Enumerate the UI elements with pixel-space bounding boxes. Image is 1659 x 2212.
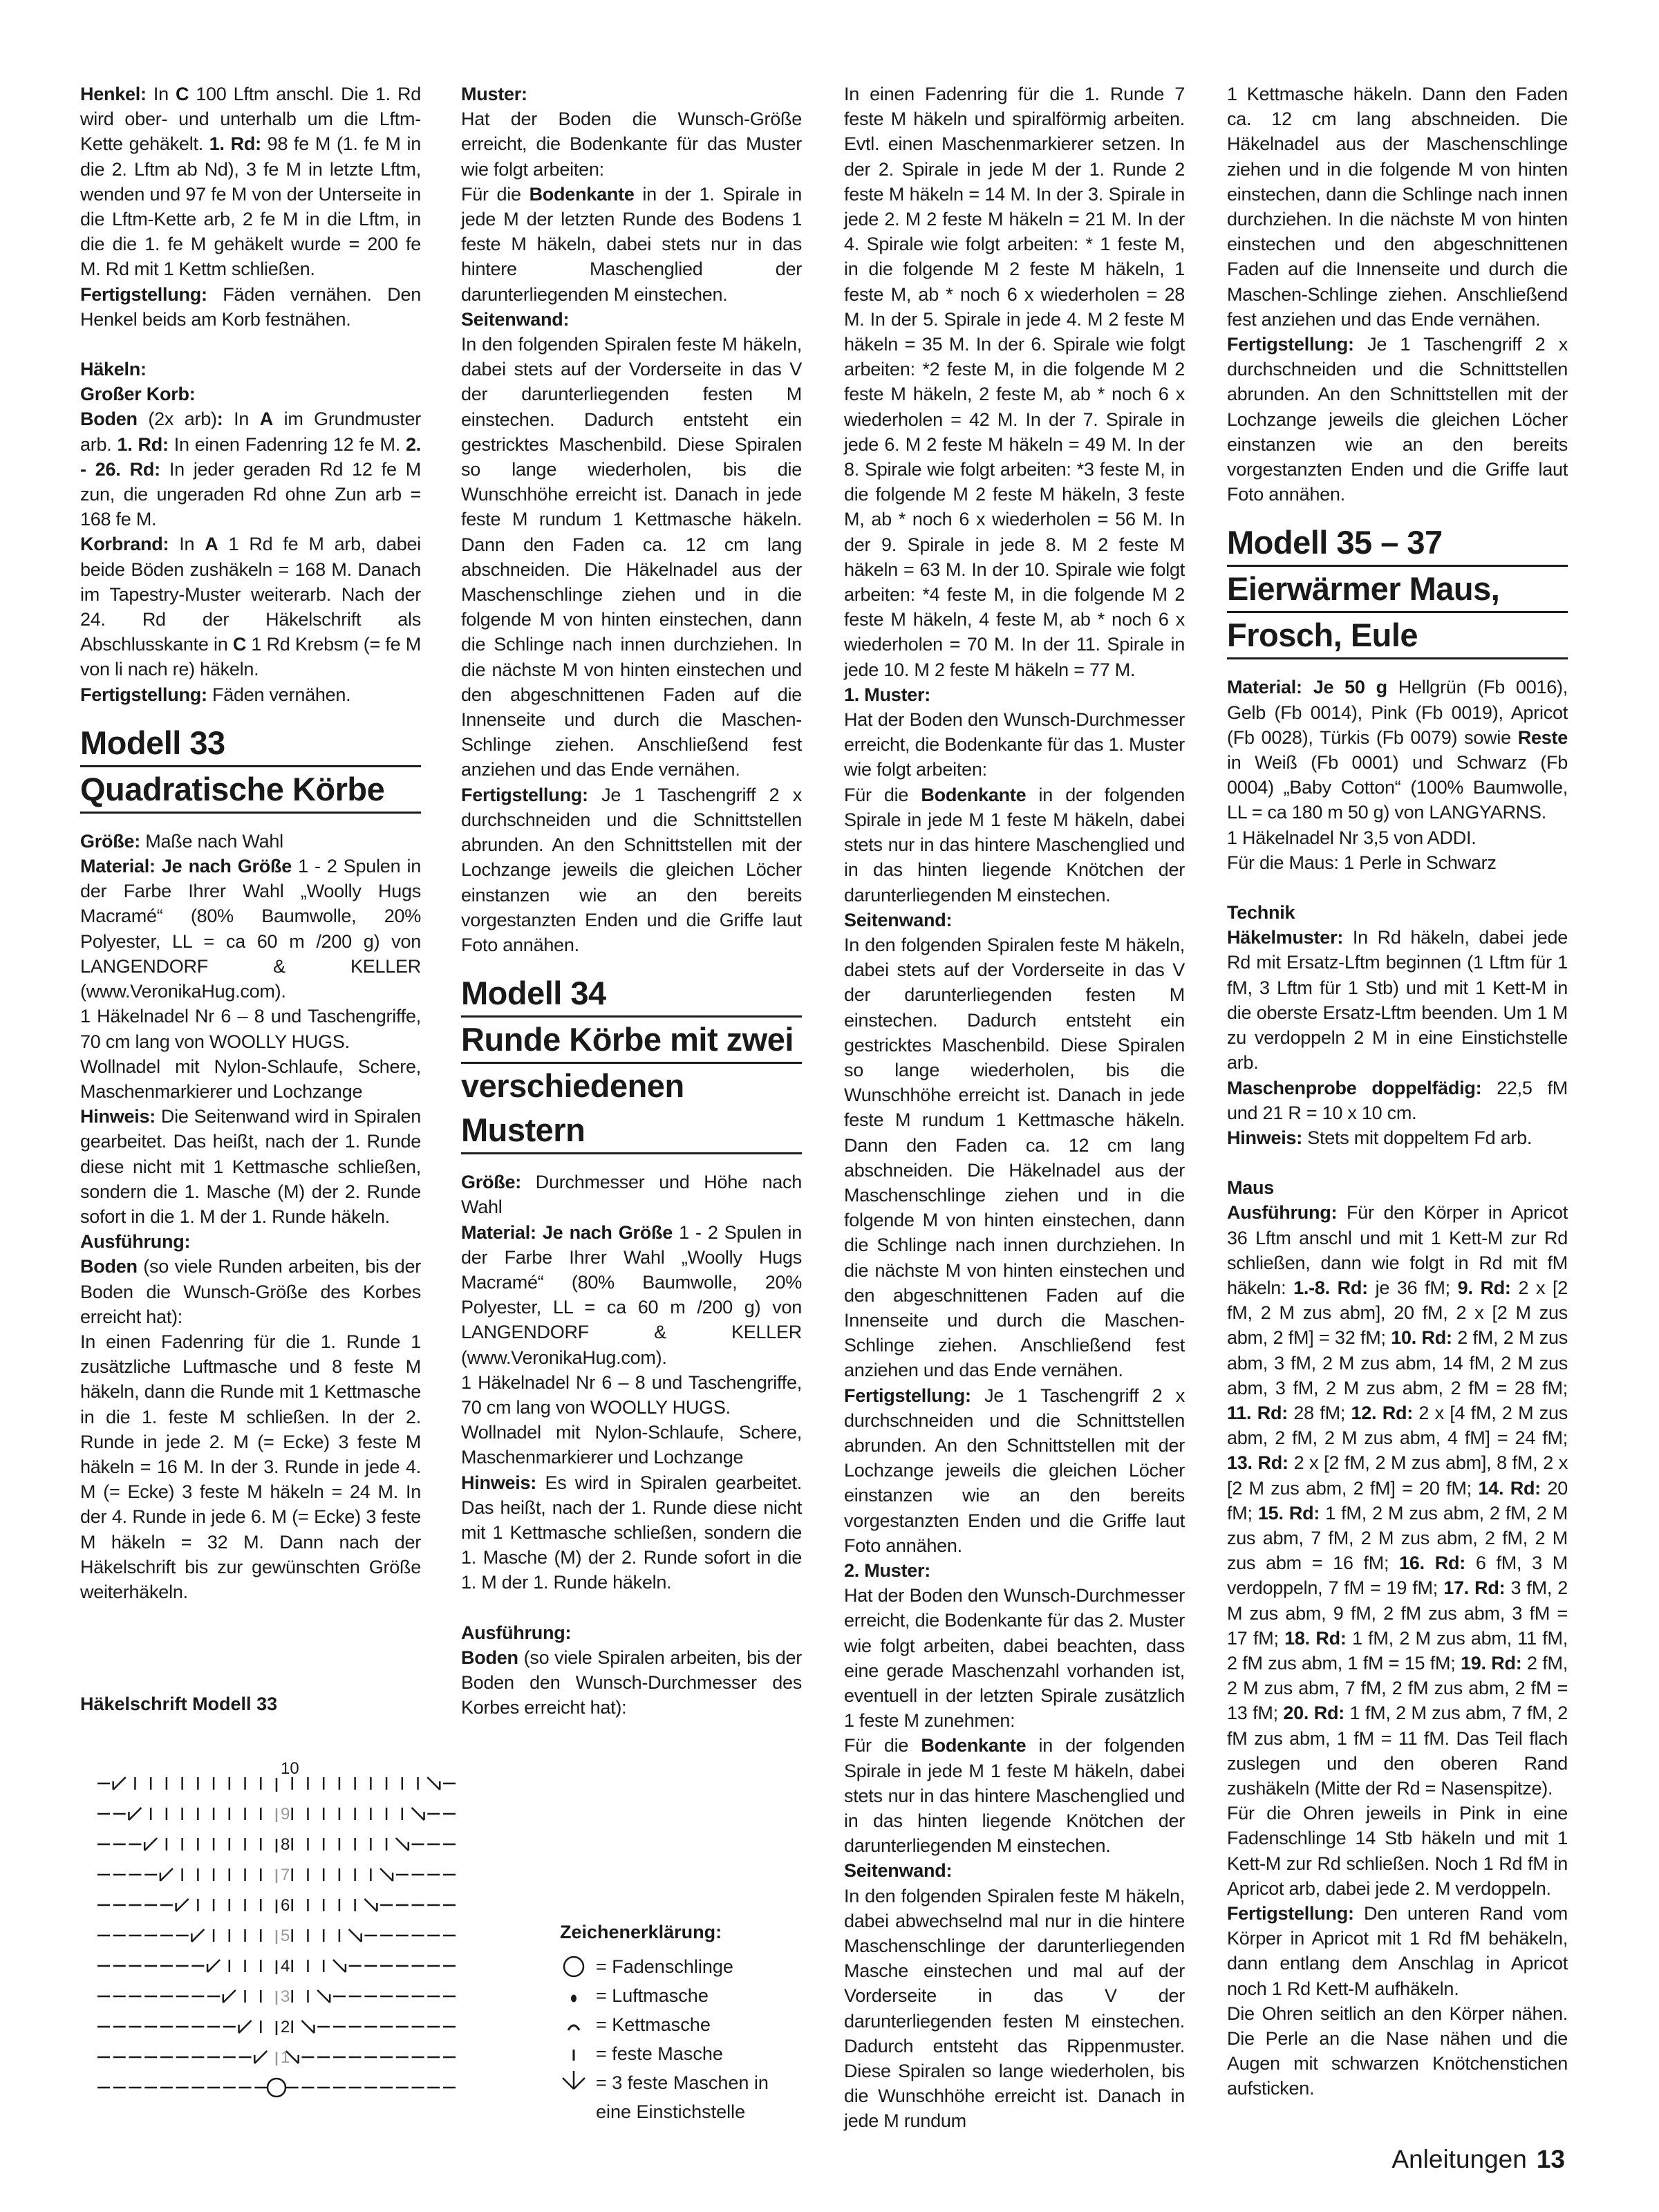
- section-heading-line: Modell 35 – 37: [1227, 521, 1568, 567]
- paragraph: Für die Ohren jeweils in Pink in eine Fadenschlinge 14 Stb häkeln und mit 1 Kett-M zur Rd schließen. Noch 1 Rd fM in Apricot arb, dabei jede 2. M verdoppeln.: [1227, 1803, 1568, 1899]
- section-heading-line: Frosch, Eule: [1227, 613, 1568, 659]
- increase-icon: [560, 2068, 596, 2093]
- chart-increase-mark: [254, 2051, 267, 2063]
- chart-row-number: 6: [281, 1896, 290, 1915]
- legend-label: = Luftmasche: [596, 1985, 709, 2006]
- paragraph: Hinweis: Es wird in Spiralen gearbeitet. Das heißt, nach der 1. Runde diese nicht mit 1 Kettmasche schließen, sondern die 1. Masche (M) der 2. Runde sofort in die 1. M der 1. Runde häkeln.: [461, 1472, 802, 1593]
- section-heading-line: Modell 34: [461, 971, 802, 1018]
- paragraph: Hinweis: Die Seitenwand wird in Spiralen gearbeitet. Das heißt, nach der 1. Runde diese nicht mit 1 Kettmasche schließen, sondern die 1. Masche (M) der 2. Runde sofort in die 1. M der 1. Runde häkeln.: [80, 1106, 421, 1227]
- chart-increase-mark: [396, 1838, 409, 1850]
- paragraph: In einen Fadenring für die 1. Runde 1 zusätzliche Luftmasche und 8 feste M häkeln, dann die Runde mit 1 Kettmasche in die 1. feste M schließen. In der 2. Runde in jede 2. M (= Ecke) 3 feste M häkeln = 16 M. In der 3. Runde in jede 4. M (= Ecke) 3 feste M häkeln = 24 M. In der 4. Runde in jede 6. M (= Ecke) 3 feste M häkeln = 32 M. Dann nach der Häkelschrift bis zur gewünschten Größe weiterhäkeln.: [80, 1331, 421, 1602]
- chart-increase-mark: [301, 2021, 314, 2033]
- legend-label: = Fadenschlinge: [596, 1956, 733, 1977]
- chart-row-number: 4: [281, 1957, 290, 1976]
- chart-increase-mark: [380, 1868, 393, 1881]
- circle-icon: [560, 1954, 596, 1979]
- section-heading-line: verschiedenen Mustern: [461, 1064, 802, 1154]
- paragraph: Hat der Boden den Wunsch-Durchmesser erreicht, die Bodenkante für das 1. Muster wie folgt arbeiten:: [844, 709, 1185, 780]
- paragraph: Maus: [1227, 1177, 1275, 1199]
- legend: [560, 1918, 796, 2126]
- chain-icon: [560, 1983, 596, 2008]
- chart-row-number: 1: [281, 2048, 290, 2067]
- paragraph: In einen Fadenring für die 1. Runde 7 feste M häkeln und spiralförmig arbeiten. Evtl. einen Maschenmarkierer setzen. In der 2. Spirale in jede M der 1. Runde 2 feste M häkeln = 14 M. In der 3. Spirale in jede 2. M 2 feste M häkeln = 21 M. In der 4. Spirale wie folgt arbeiten: * 1 feste M, in die folgende M 2 feste M häkeln, 1 feste M, ab * noch 6 x wiederholen = 28 M. In der 5. Spirale in jede 4. M 2 feste M häkeln = 35 M. In der 6. Spirale wie folgt arbeiten: *2 feste M, in die folgende M 2 feste M häkeln, 2 feste M, ab * noch 6 x wiederholen = 42 M. In der 7. Spirale in jede 6. M 2 feste M häkeln = 49 M. In der 8. Spirale wie folgt arbeiten: *3 feste M, in die folgende M 2 feste M häkeln, 3 feste M, ab * noch 6 x wiederholen = 56 M. In der 9. Spirale in jede 8. M 2 feste M häkeln = 63 M. In der 10. Spirale wie folgt arbeiten: *4 feste M, in die folgende M 2 feste M häkeln, 4 feste M, ab * noch 6 x wiederholen = 70 M. In der 11. Spirale in jede 10. M 2 feste M häkeln = 77 M.: [844, 84, 1185, 680]
- spacer: [461, 1595, 802, 1620]
- section-heading-line: Quadratische Körbe: [80, 767, 421, 814]
- diagram-title: Häkelschrift Modell 33: [80, 1694, 278, 1714]
- paragraph: Großer Korb:: [80, 384, 196, 405]
- chart-increase-mark: [364, 1899, 377, 1911]
- column-2: [461, 82, 802, 1720]
- paragraph: Material: Je 50 g Hellgrün (Fb 0016), Gelb (Fb 0014), Pink (Fb 0019), Apricot (Fb 0028), Türkis (Fb 0079) sowie Reste in Weiß (Fb 0001) und Schwarz (Fb 0004) „Baby Cotton“ (100% Baumwolle, LL = ca 180 m 50 g) von LANGYARNS.: [1227, 677, 1568, 823]
- chart-increase-mark: [129, 1808, 141, 1820]
- legend-item: [560, 2068, 796, 2126]
- paragraph: 1. Muster:: [844, 684, 931, 705]
- chart-row-number: 3: [281, 1987, 290, 2006]
- crochet-chart: [76, 1728, 484, 2136]
- chart-increase-mark: [191, 1929, 204, 1942]
- footer-section: Anleitungen: [1391, 2145, 1527, 2173]
- paragraph: Ausführung:: [461, 1622, 572, 1643]
- chart-increase-mark: [160, 1868, 173, 1881]
- paragraph: Seitenwand:: [844, 1860, 953, 1882]
- slip-stitch-icon: [560, 2012, 596, 2037]
- paragraph: Hat der Boden die Wunsch-Größe erreicht, die Bodenkante für das Muster wie folgt arbeiten:: [461, 109, 802, 180]
- legend-title: Zeichenerklärung:: [560, 1922, 722, 1942]
- paragraph: Korbrand: In A 1 Rd fe M arb, dabei beide Böden zushäkeln = 168 M. Danach im Tapestry-Muster weiterarb. Nach der 24. Rd der Häkelschrift als Abschlusskante in C 1 Rd Krebsm (= fe M von li nach re) häkeln.: [80, 534, 421, 680]
- chart-row-number: 2: [281, 2018, 290, 2036]
- page-footer: [1391, 2145, 1565, 2174]
- chart-increase-mark: [223, 1990, 236, 2003]
- spacer: [1227, 875, 1568, 900]
- paragraph: Für die Maus: 1 Perle in Schwarz: [1227, 852, 1497, 873]
- paragraph: Material: Je nach Größe 1 - 2 Spulen in der Farbe Ihrer Wahl „Woolly Hugs Macramé“ (80% Baumwolle, 20% Polyester, LL = ca 60 m /200 g) von LANGENDORF & KELLER (www.VeronikaHug.com).: [461, 1221, 802, 1368]
- paragraph: Technik: [1227, 902, 1295, 924]
- legend-item: [560, 2039, 796, 2068]
- paragraph: Wollnadel mit Nylon-Schlaufe, Schere, Maschenmarkierer und Lochzange: [461, 1422, 802, 1468]
- paragraph: Fertigstellung: Fäden vernähen.: [80, 684, 351, 705]
- paragraph: Für die Bodenkante in der 1. Spirale in jede M der letzten Runde des Bodens 1 feste M häkeln, dabei stets nur in das hintere Maschenglied der darunterliegenden M einstechen.: [461, 183, 803, 305]
- paragraph: 1 Häkelnadel Nr 3,5 von ADDI.: [1227, 827, 1477, 848]
- chart-increase-mark: [333, 1960, 346, 1972]
- section-heading: [461, 971, 802, 1154]
- paragraph: Boden (2x arb): In A im Grundmuster arb. 1. Rd: In einen Fadenring 12 fe M. 2. - 26. Rd: In jeder geraden Rd 12 fe M zun, die ungeraden Rd ohne Zun arb = 168 fe M.: [80, 409, 421, 530]
- chart-increase-mark: [113, 1777, 126, 1790]
- paragraph: Boden (so viele Runden arbeiten, bis der Boden die Wunsch-Größe des Korbes erreicht hat):: [80, 1256, 421, 1327]
- section-heading: [1227, 521, 1568, 659]
- legend-label: = 3 feste Maschen in eine Einstichstelle: [596, 2072, 769, 2122]
- paragraph: Häkeln:: [80, 359, 147, 380]
- chart-row-number: 5: [281, 1927, 290, 1945]
- chart-increase-mark: [207, 1960, 220, 1972]
- paragraph: 2. Muster:: [844, 1559, 931, 1581]
- section-heading: [80, 721, 421, 814]
- paragraph: Hat der Boden den Wunsch-Durchmesser erreicht, die Bodenkante für das 2. Muster wie folgt arbeiten, dabei beachten, dass eine gerade Maschenzahl vorhanden ist, eventuell in der letzten Spirale zusätzlich 1 feste M zunehmen:: [844, 1585, 1185, 1732]
- column-1: [80, 82, 421, 1604]
- paragraph: 1 Kettmasche häkeln. Dann den Faden ca. 12 cm lang abschneiden. Die Häkelnadel aus der Maschenschlinge ziehen und in die folgende M von hinten einstechen, dann die Schlinge nach innen durchziehen. In die nächste M von hinten einstechen und den abgeschnittenen Faden auf die Innenseite und durch die Maschen-Schlinge ziehen. Anschließend fest anziehen und das Ende vernähen.: [1227, 84, 1568, 330]
- section-heading-line: Eierwärmer Maus,: [1227, 567, 1568, 613]
- legend-label: = Kettmasche: [596, 2014, 711, 2035]
- spacer: [80, 332, 421, 357]
- paragraph: Fertigstellung: Je 1 Taschengriff 2 x durchschneiden und die Schnittstellen abrunden. An den Schnittstellen mit der Lochzange jeweils die gleichen Löcher einstanzen wie an den bereits vorgestanzten Enden und die Griffe laut Foto annähen.: [844, 1385, 1185, 1556]
- paragraph: Die Ohren seitlich an den Körper nähen. Die Perle an die Nase nähen und die Augen mit schwarzen Knötchenstichen aufsticken.: [1227, 2003, 1568, 2099]
- single-crochet-icon: [560, 2041, 596, 2066]
- paragraph: Für die Bodenkante in der folgenden Spirale in jede M 1 feste M häkeln, dabei stets nur in das hintere Maschenglied und in das hinten liegende Knötchen der darunterliegenden M einstechen.: [844, 784, 1185, 906]
- chart-increase-mark: [317, 1990, 330, 2003]
- chart-row-number: 9: [281, 1805, 290, 1824]
- page-number: 13: [1536, 2145, 1565, 2173]
- paragraph: Für die Bodenkante in der folgenden Spirale in jede M 1 feste M häkeln, dabei stets nur in das hintere Maschenglied und in das hinten liegende Knötchen der darunterliegenden M einstechen.: [844, 1735, 1185, 1857]
- paragraph: Wollnadel mit Nylon-Schlaufe, Schere, Maschenmarkierer und Lochzange: [80, 1056, 421, 1102]
- section-heading-line: Runde Körbe mit zwei: [461, 1018, 802, 1064]
- paragraph: Ausführung: Für den Körper in Apricot 36 Lftm anschl und mit 1 Kett-M zur Rd schließen, dann wie folgt in Rd mit fM häkeln: 1.-8. Rd: je 36 fM; 9. Rd: 2 x [2 fM, 2 M zus abm], 20 fM, 2 x [2 M zus abm, 2 fM] = 32 fM; 10. Rd: 2 fM, 2 M zus abm, 3 fM, 2 M zus abm, 14 fM, 2 M zus abm, 3 fM, 2 M zus abm, 2 fM = 28 fM; 11. Rd: 28 fM; 12. Rd: 2 x [4 fM, 2 M zus abm, 2 fM, 2 M zus abm, 4 fM] = 24 fM; 13. Rd: 2 x [2 fM, 2 M zus abm], 8 fM, 2 x [2 M zus abm, 2 fM] = 20 fM; 14. Rd: 20 fM; 15. Rd: 1 fM, 2 M zus abm, 2 fM, 2 M zus abm, 7 fM, 2 M zus abm, 2 fM, 2 M zus abm = 16 fM; 16. Rd: 6 fM, 3 M verdoppeln, 7 fM = 19 fM; 17. Rd: 3 fM, 2 M zus abm, 9 fM, 2 fM zus abm, 3 fM = 17 fM; 18. Rd: 1 fM, 2 M zus abm, 11 fM, 2 fM zus abm, 1 fM = 15 fM; 19. Rd: 2 fM, 2 M zus abm, 7 fM, 2 fM zus abm, 2 fM = 13 fM; 20. Rd: 1 fM, 2 M zus abm, 7 fM, 2 fM zus abm, 1 fM = 11 fM. Das Teil flach zuslegen und den oberen Rand zushäkeln (Mitte der Rd = Nasenspitze).: [1227, 1202, 1568, 1799]
- paragraph: Material: Je nach Größe 1 - 2 Spulen in der Farbe Ihrer Wahl „Woolly Hugs Macramé“ (80% Baumwolle, 20% Polyester, LL = ca 60 m /200 g) von LANGENDORF & KELLER (www.VeronikaHug.com).: [80, 856, 421, 1002]
- paragraph: Fertigstellung: Den unteren Rand vom Körper in Apricot mit 1 Rd fM behäkeln, dann entlang dem Anschlag in Apricot noch 1 Rd Kett-M aufhäkeln.: [1227, 1903, 1568, 1999]
- chart-ring: [268, 2079, 285, 2097]
- paragraph: Henkel: In C 100 Lftm anschl. Die 1. Rd wird ober- und unterhalb um die Lftm-Kette gehäkelt. 1. Rd: 98 fe M (1. fe M in die 2. Lftm ab Nd), 3 fe M in letzte Lftm, wenden und 97 fe M von der Unterseite in die Lftm-Kette arb, 2 fe M in die Lftm, in die die 1. fe M gehäkelt wurde = 200 fe M. Rd mit 1 Kettm schließen.: [80, 84, 421, 280]
- legend-item: [560, 1981, 796, 2010]
- chart-row-number: 10: [281, 1759, 299, 1778]
- paragraph: Seitenwand:: [844, 909, 953, 930]
- paragraph: Fertigstellung: Fäden vernähen. Den Henkel beids am Korb festnähen.: [80, 283, 421, 330]
- chart-increase-mark: [427, 1777, 440, 1790]
- legend-item: [560, 1952, 796, 1981]
- chart-increase-mark: [176, 1899, 189, 1911]
- spacer: [1227, 1150, 1568, 1175]
- paragraph: Boden (so viele Spiralen arbeiten, bis der Boden den Wunsch-Durchmesser des Korbes erreicht hat):: [461, 1647, 802, 1718]
- chart-increase-mark: [349, 1929, 362, 1942]
- section-heading-line: Modell 33: [80, 721, 421, 767]
- paragraph: In den folgenden Spiralen feste M häkeln, dabei abwechselnd mal nur in die hintere Maschenschlinge der darunterliegenden Masche einstechen und mal auf der Vorderseite in das V der darunterliegenden festen M einstechen. Dadurch entsteht das Rippenmuster. Diese Spiralen so lange wiederholen, bis die Wunschhöhe erreicht ist. Danach in jede M rundum: [844, 1885, 1185, 2132]
- paragraph: Ausführung:: [80, 1231, 191, 1253]
- legend-item: [560, 2010, 796, 2039]
- column-3: [844, 82, 1185, 2134]
- legend-label: = feste Masche: [596, 2043, 723, 2064]
- paragraph: 1 Häkelnadel Nr 6 – 8 und Taschengriffe, 70 cm lang von WOOLLY HUGS.: [80, 1006, 421, 1052]
- chart-row-number: 8: [281, 1835, 290, 1854]
- paragraph: In den folgenden Spiralen feste M häkeln, dabei stets auf der Vorderseite in das V der darunterliegenden festen M einstechen. Dadurch entsteht ein gestricktes Maschenbild. Diese Spiralen so lange wiederholen, bis die Wunschhöhe erreicht ist. Danach in jede feste M rundum 1 Kettmasche häkeln. Dann den Faden ca. 12 cm lang abschneiden. Die Häkelnadel aus der Maschenschlinge ziehen und in die folgende M von hinten einstechen, dann die Schlinge nach innen durchziehen. In die nächste M von hinten einstechen und den abgeschnittenen Faden auf die Innenseite und durch die Maschen-Schlinge ziehen. Anschließend fest anziehen und das Ende vernähen.: [844, 934, 1185, 1381]
- paragraph: Häkelmuster: In Rd häkeln, dabei jede Rd mit Ersatz-Lftm beginnen (1 Lftm für 1 fM, 3 Lftm für 1 Stb) und mit 1 Kett-M in die oberste Ersatz-Lftm beenden. Um 1 M zu verdoppeln 2 M in eine Einstichstelle arb.: [1227, 927, 1568, 1074]
- chart-increase-mark: [144, 1838, 157, 1850]
- paragraph: Größe: Maße nach Wahl: [80, 830, 283, 852]
- paragraph: Maschenprobe doppelfädig: 22,5 fM und 21 R = 10 x 10 cm.: [1227, 1077, 1568, 1123]
- paragraph: Seitenwand:: [461, 308, 570, 330]
- paragraph: Größe: Durchmesser und Höhe nach Wahl: [461, 1172, 802, 1218]
- paragraph: Muster:: [461, 84, 527, 104]
- paragraph: Fertigstellung: Je 1 Taschengriff 2 x durchschneiden und die Schnittstellen abrunden. An den Schnittstellen mit der Lochzange jeweils die gleichen Löcher einstanzen wie an den bereits vorgestanzten Enden und die Griffe laut Foto annähen.: [1227, 334, 1568, 505]
- chart-row-number: 7: [281, 1866, 290, 1884]
- chart-increase-mark: [239, 2021, 252, 2033]
- paragraph: In den folgenden Spiralen feste M häkeln, dabei stets auf der Vorderseite in das V der darunterliegenden festen M einstechen. Dadurch entsteht ein gestricktes Maschenbild. Diese Spiralen so lange wiederholen, bis die Wunschhöhe erreicht ist. Danach in jede feste M rundum 1 Kettmasche häkeln. Dann den Faden ca. 12 cm lang abschneiden. Die Häkelnadel aus der Maschenschlinge ziehen und in die folgende M von hinten einstechen, dann die Schlinge nach innen durchziehen. In die nächste M von hinten einstechen und den abgeschnittenen Faden auf die Innenseite und durch die Maschen-Schlinge ziehen. Anschließend fest anziehen und das Ende vernähen.: [461, 334, 802, 780]
- chart-increase-mark: [412, 1808, 424, 1820]
- paragraph: 1 Häkelnadel Nr 6 – 8 und Taschengriffe, 70 cm lang von WOOLLY HUGS.: [461, 1371, 802, 1418]
- paragraph: Fertigstellung: Je 1 Taschengriff 2 x durchschneiden und die Schnittstellen abrunden. An den Schnittstellen mit der Lochzange jeweils die gleichen Löcher einstanzen wie an den bereits vorgestanzten Enden und die Griffe laut Foto annähen.: [461, 784, 802, 955]
- paragraph: Hinweis: Stets mit doppeltem Fd arb.: [1227, 1127, 1533, 1148]
- column-4: [1227, 82, 1568, 2101]
